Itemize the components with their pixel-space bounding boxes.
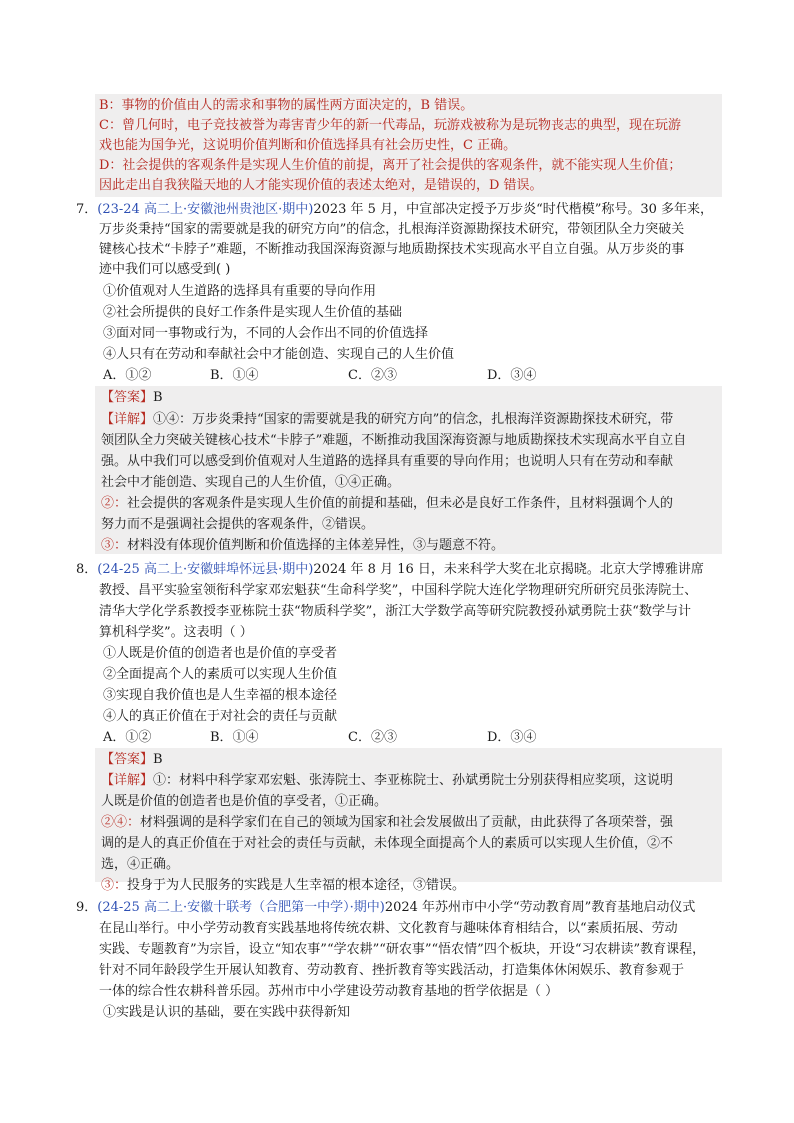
- question-stem: 2024 年 8 月 16 日，未来科学大奖在北京揭晓。北京大学博雅讲席: [313, 562, 704, 577]
- choice-d: D．③④: [487, 730, 537, 745]
- explanation-line: C：曾几何时，电子竞技被誉为毒害青少年的新一代毒品，玩游戏被称为是玩物丧志的典型，现在玩游: [99, 118, 681, 133]
- question-source: (24-25 高二上·安徽十联考（合肥第一中学）·期中): [97, 900, 385, 915]
- question-stem: 教授、昌平实验室领衔科学家邓宏魁获“生命科学奖”，中国科学院大连化学物理研究所研究员张涛院士、: [99, 583, 698, 598]
- question-stem: 实践、专题教育”为宗旨，设立“知农事”“学农耕”“研农事”“悟农情”四个板块，开设“习农耕读”教育课程，: [99, 942, 706, 957]
- detail-text: 投身于为人民服务的实践是人生幸福的根本途径，③错误。: [127, 878, 466, 893]
- question-stem: 万步炎秉持“国家的需要就是我的研究方向”的信念，扎根海洋资源勘探技术研究，带领团队全力突破关: [99, 222, 685, 237]
- answer-line: [101, 388, 163, 408]
- detail-text: 努力而不是强调社会提供的客观条件，②错误。: [101, 517, 375, 532]
- detail-line: [101, 813, 673, 833]
- detail-text: ①④：万步炎秉持“国家的需要就是我的研究方向”的信念，扎根海洋资源勘探技术研究，带: [153, 412, 674, 427]
- question-number: 8．: [76, 562, 98, 577]
- detail-text: 选，④正确。: [101, 857, 180, 872]
- question-stem: 键核心技术“卡脖子”难题，不断推动我国深海资源与地质勘探技术实现高水平自立自强。从万步炎的事: [99, 242, 685, 257]
- detail-label: 【详解】: [101, 412, 154, 427]
- detail-line: [101, 876, 465, 896]
- choice-b: B．①④: [210, 368, 259, 383]
- question-stem: 迹中我们可以感受到( ): [99, 262, 231, 277]
- question-source: (24-25 高二上·安徽蚌埠怀远县·期中): [97, 562, 314, 577]
- question-stem: 2023 年 5 月，中宣部决定授予万步炎“时代楷模”称号。30 多年来，: [313, 202, 714, 217]
- detail-line: [101, 536, 504, 556]
- detail-text: ①：材料中科学家邓宏魁、张涛院士、李亚栋院士、孙斌勇院士分别获得相应奖项，这说明: [153, 773, 674, 788]
- explanation-line: 因此走出自我狭隘天地的人才能实现价值的表述太绝对，是错误的，D 错误。: [99, 178, 543, 193]
- statement-option: ①人既是价值的创造者也是价值的享受者: [103, 646, 338, 661]
- answer-value: B: [153, 390, 163, 405]
- explanation-line: B：事物的价值由人的需求和事物的属性两方面决定的，B 错误。: [99, 98, 474, 113]
- question-9-first-line: [76, 898, 695, 918]
- statement-option: ①实践是认识的基础，要在实践中获得新知: [103, 1005, 351, 1020]
- statement-option: ③面对同一事物或行为，不同的人会作出不同的价值选择: [103, 326, 429, 341]
- question-8-first-line: [76, 560, 704, 580]
- statement-option: ④人的真正价值在于对社会的责任与贡献: [103, 709, 338, 724]
- detail-text: 调的是人的真正价值在于对社会的责任与贡献，未体现全面提高个人的素质可以实现人生价值，②不: [101, 836, 674, 851]
- detail-marker: ③：: [101, 878, 128, 893]
- choice-c: C．②③: [348, 368, 397, 383]
- question-source: (23-24 高二上·安徽池州贵池区·期中): [97, 202, 314, 217]
- choice-d: D．③④: [487, 368, 537, 383]
- statement-option: ②全面提高个人的素质可以实现人生价值: [103, 667, 338, 682]
- detail-text: 材料强调的是科学家们在自己的领域为国家和社会发展做出了贡献，由此获得了各项荣誉，强: [140, 815, 674, 830]
- question-stem: 2024 年苏州市中小学“劳动教育周”教育基地启动仪式: [384, 900, 696, 915]
- detail-text: 人既是价值的创造者也是价值的享受者，①正确。: [101, 794, 388, 809]
- detail-label: 【详解】: [101, 773, 154, 788]
- question-stem: 一体的综合性农耕科普乐园。苏州市中小学建设劳动教育基地的哲学依据是（ ）: [99, 984, 559, 999]
- question-stem: 清华大学化学系教授李亚栋院士获“物质科学奖”，浙江大学数学高等研究院教授孙斌勇院士获“数学与计: [99, 604, 691, 619]
- detail-text: 社会提供的客观条件是实现人生价值的前提和基础，但未必是良好工作条件，且材料强调个人的: [127, 496, 674, 511]
- choice-c: C．②③: [348, 730, 397, 745]
- answer-label: 【答案】: [101, 390, 154, 405]
- statement-option: ④人只有在劳动和奉献社会中才能创造、实现自己的人生价值: [103, 347, 455, 362]
- choice-a: A．①②: [103, 368, 152, 383]
- detail-line: [101, 771, 673, 791]
- detail-line: [101, 494, 673, 514]
- answer-line: [101, 750, 163, 770]
- detail-marker: ③：: [101, 538, 128, 553]
- question-7-first-line: [76, 200, 713, 220]
- detail-text: 社会中才能创造、实现自己的人生价值，①④正确。: [101, 475, 401, 490]
- choice-a: A．①②: [103, 730, 152, 745]
- answer-value: B: [153, 752, 163, 767]
- choice-b: B．①④: [210, 730, 259, 745]
- detail-marker: ②：: [101, 496, 128, 511]
- statement-option: ②社会所提供的良好工作条件是实现人生价值的基础: [103, 305, 403, 320]
- statement-option: ①价值观对人生道路的选择具有重要的导向作用: [103, 284, 377, 299]
- question-stem: 针对不同年龄段学生开展认知教育、劳动教育、挫折教育等实践活动，打造集体休闲娱乐、教育参观于: [99, 963, 685, 978]
- detail-text: 领团队全力突破关键核心技术“卡脖子”难题，不断推动我国深海资源与地质勘探技术实现高水平自立自: [101, 433, 687, 448]
- explanation-line: D：社会提供的客观条件是实现人生价值的前提，离开了社会提供的客观条件，就不能实现人生价值；: [99, 158, 682, 173]
- detail-text: 材料没有体现价值判断和价值选择的主体差异性，③与题意不符。: [127, 538, 505, 553]
- question-number: 7．: [76, 202, 98, 217]
- explanation-line: 戏也能为国争光，这说明价值判断和价值选择具有社会历史性，C 正确。: [99, 138, 517, 153]
- detail-text: 强。从中我们可以感受到价值观对人生道路的选择具有重要的导向作用；也说明人只有在劳动和奉献: [101, 454, 674, 469]
- question-number: 9．: [76, 900, 98, 915]
- question-stem: 在昆山举行。中小学劳动教育实践基地将传统农耕、文化教育与趣味体育相结合，以“素质拓展、劳动: [99, 921, 678, 936]
- detail-line: [101, 410, 673, 430]
- statement-option: ③实现自我价值也是人生幸福的根本途径: [103, 688, 338, 703]
- answer-label: 【答案】: [101, 752, 154, 767]
- detail-marker: ②④：: [101, 815, 141, 830]
- question-stem: 算机科学奖”。这表明（ ）: [99, 625, 253, 640]
